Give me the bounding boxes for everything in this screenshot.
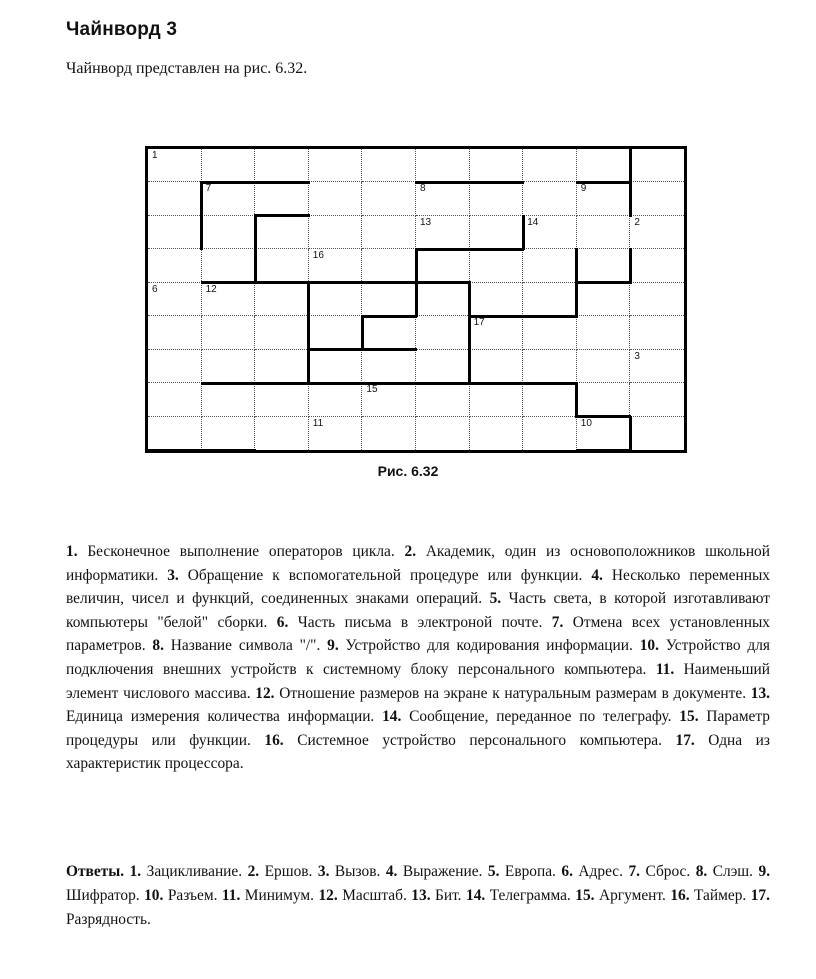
grid-cell (523, 249, 577, 282)
clue-number: 2. (404, 543, 417, 560)
word-separator (201, 382, 364, 385)
grid-cell (309, 417, 363, 450)
answer-text: Ершов. (259, 863, 318, 880)
answer-number: 10. (144, 887, 164, 904)
grid-cell (630, 149, 684, 182)
cell-number: 3 (634, 350, 640, 362)
answer-text: Минимум. (240, 887, 319, 904)
grid-cell (309, 283, 363, 316)
grid-cell (470, 283, 524, 316)
grid-cell (523, 383, 577, 416)
word-separator (415, 181, 524, 184)
grid-cell (255, 216, 309, 249)
grid-cell (470, 350, 524, 383)
grid-cell (523, 216, 577, 249)
grid-cell (255, 283, 309, 316)
word-separator (575, 248, 578, 317)
clue-text: Единица измерения количества информации. (66, 708, 383, 726)
answer-text: Слэш. (707, 863, 759, 880)
grid-cell (202, 249, 256, 282)
grid-cell (470, 316, 524, 349)
grid-cell (309, 182, 363, 215)
clue-number: 14. (382, 708, 402, 726)
grid-cell (148, 249, 202, 282)
grid-cell (362, 417, 416, 450)
cell-number: 11 (312, 417, 324, 429)
word-separator (575, 382, 578, 417)
answer-number: 16. (670, 887, 690, 904)
page-title: Чайнворд 3 (66, 19, 178, 40)
answer-text: Таймер. (689, 887, 751, 904)
word-separator (201, 181, 310, 184)
clue-text: Системное устройство персонального компьютера. (283, 731, 676, 749)
cell-number: 6 (152, 283, 158, 295)
answer-number: 3. (317, 863, 330, 880)
answer-number: 15. (575, 887, 595, 904)
clue-text: Часть письма в электроной почте. (288, 613, 552, 631)
grid-cell (362, 283, 416, 316)
grid-cell (202, 182, 256, 215)
grid-cell (630, 417, 684, 450)
grid-cell (202, 149, 256, 182)
grid-cell (630, 249, 684, 282)
word-separator (468, 282, 471, 384)
grid-cell (202, 316, 256, 349)
cell-number: 1 (152, 150, 158, 161)
word-separator (415, 248, 418, 317)
word-separator (308, 281, 471, 284)
grid-cell (523, 149, 577, 182)
grid-cell (148, 350, 202, 383)
grid-cell (416, 350, 470, 383)
grid-cell (309, 249, 363, 282)
answer-text: Бит. (430, 887, 466, 904)
clue-text: Наименьший элемент числового массива. (66, 660, 770, 702)
grid-cell (255, 383, 309, 416)
word-separator (576, 181, 632, 184)
clue-number: 15. (679, 708, 699, 726)
grid-cell (523, 316, 577, 349)
cell-number: 14 (527, 216, 539, 228)
grid-cell (470, 249, 524, 282)
cell-number: 15 (366, 384, 378, 396)
grid-cell (630, 182, 684, 215)
word-separator (254, 215, 257, 284)
grid-cell (362, 316, 416, 349)
clue-text: Сообщение, переданное по телеграфу. (401, 708, 680, 726)
grid-cell (470, 383, 524, 416)
clue-number: 3. (167, 566, 179, 584)
grid-cell (255, 149, 309, 182)
grid-cell (416, 283, 470, 316)
clues-paragraph (66, 540, 770, 776)
grid-cell (362, 350, 416, 383)
answer-text: Зацикливание. (141, 863, 248, 880)
grid-cell (148, 417, 202, 450)
word-separator (200, 181, 203, 250)
grid-cell (416, 383, 470, 416)
grid-cell (577, 182, 631, 215)
grid-cell (577, 383, 631, 416)
grid-cell (148, 182, 202, 215)
answer-number: 2. (247, 863, 260, 880)
cell-number: 16 (312, 250, 324, 262)
answer-number: 17. (750, 887, 770, 904)
clue-text: Одна из характеристик процессора. (66, 731, 770, 773)
clue-number: 8. (152, 637, 164, 655)
word-separator (469, 315, 578, 318)
answer-text: Шифратор. (66, 887, 145, 904)
clue-text: Отношение размеров на экране к натуральным размерам в документе. (274, 684, 751, 702)
grid-cell (255, 182, 309, 215)
answer-text: Разрядность. (66, 911, 151, 928)
crossword-grid (145, 146, 687, 453)
grid-cell (577, 417, 631, 450)
clue-number: 17. (675, 731, 695, 749)
clue-number: 5. (489, 590, 502, 608)
grid-cell (362, 249, 416, 282)
clue-text: Устройство для кодирования информации. (338, 637, 640, 655)
clue-text: Несколько переменных величин, чисел и функций, соединенных знаками операций. (66, 566, 771, 608)
clue-number: 11. (655, 660, 675, 678)
grid-cell (309, 149, 363, 182)
grid-cell (630, 316, 684, 349)
answer-text: Разъем. (163, 887, 222, 904)
figure-caption: Рис. 6.32 (377, 463, 439, 479)
clue-text: Часть света, в которой изготавливают компьютеры "белой" сборки. (66, 590, 770, 631)
answer-number: 1. (129, 863, 142, 880)
grid-cell (255, 417, 309, 450)
answer-text: Адрес. (572, 863, 629, 880)
grid-cell (362, 182, 416, 215)
grid-cell (416, 216, 470, 249)
clue-text: Параметр процедуры или функции. (66, 708, 770, 749)
grid-cell (416, 249, 470, 282)
grid-cell (523, 182, 577, 215)
word-separator (522, 215, 525, 250)
grid-cell (148, 316, 202, 349)
grid-cell (416, 316, 470, 349)
cell-number: 17 (473, 317, 485, 329)
answer-number: 5. (487, 863, 500, 880)
grid-cell (577, 249, 631, 282)
cell-number: 10 (580, 417, 592, 429)
grid-cell (630, 216, 684, 249)
clue-text: Отмена всех установленных параметров. (66, 613, 770, 655)
grid-cell (577, 283, 631, 316)
clue-number: 4. (591, 566, 603, 584)
answer-number: 4. (385, 863, 398, 880)
grid-cell (202, 216, 256, 249)
answer-number: 8. (695, 863, 708, 880)
grid-cell (255, 249, 309, 282)
answer-number: 14. (466, 887, 486, 904)
grid-cell (630, 350, 684, 383)
word-separator (576, 449, 632, 452)
cell-number: 7 (205, 183, 212, 195)
word-separator (147, 449, 256, 452)
word-separator (629, 148, 632, 217)
word-separator (307, 282, 310, 384)
grid-cell (148, 149, 202, 182)
grid-cell (577, 350, 631, 383)
word-separator (254, 214, 310, 217)
grid-cell (148, 216, 202, 249)
cell-number: 12 (205, 283, 217, 295)
clue-number: 7. (551, 613, 564, 631)
answer-text: Выражение. (397, 863, 488, 880)
grid-cell (202, 350, 256, 383)
word-separator (415, 248, 524, 251)
grid-cell (416, 417, 470, 450)
clue-text: Обращение к вспомогательной процедуре или функции. (178, 566, 592, 584)
grid-cell (470, 182, 524, 215)
clue-number: 10. (639, 637, 659, 655)
answer-text: Сброс. (640, 863, 696, 880)
word-separator (629, 248, 632, 283)
clue-text: Название символа "/". (163, 637, 328, 655)
grid-cell (577, 216, 631, 249)
grid-cell (523, 350, 577, 383)
grid-cell (630, 383, 684, 416)
grid-cell (255, 316, 309, 349)
answer-text: Европа. (499, 863, 562, 880)
grid-cell (362, 149, 416, 182)
answers-paragraph (66, 860, 770, 932)
answer-number: 13. (411, 887, 431, 904)
grid-cell (202, 417, 256, 450)
answer-number: 9. (758, 863, 771, 880)
answers-heading: Ответы. (66, 863, 125, 880)
cell-number: 13 (420, 216, 432, 228)
grid-cell (416, 149, 470, 182)
grid-cell (630, 283, 684, 316)
cell-number: 2 (634, 216, 640, 228)
answer-text: Телеграмма. (485, 887, 576, 904)
grid-cell (577, 316, 631, 349)
grid-cell (470, 216, 524, 249)
word-separator (629, 416, 632, 451)
grid-cell (148, 283, 202, 316)
answer-text: Аргумент. (594, 887, 671, 904)
grid-cell (202, 383, 256, 416)
word-separator (361, 315, 417, 318)
answer-text: Вызов. (329, 863, 386, 880)
grid-cell (416, 182, 470, 215)
grid-cell (148, 383, 202, 416)
grid-cell (309, 350, 363, 383)
grid-cell (309, 316, 363, 349)
answer-number: 7. (628, 863, 640, 880)
answer-number: 12. (318, 887, 338, 904)
cell-number: 8 (420, 183, 426, 195)
intro-text: Чайнворд представлен на рис. 6.32. (66, 60, 308, 77)
grid-cell (202, 283, 256, 316)
clue-number: 13. (750, 684, 771, 702)
grid-cell (470, 149, 524, 182)
answer-number: 6. (561, 863, 573, 880)
grid-cell (577, 149, 631, 182)
clue-text: Устройство для подключения внешних устройств к системному блоку персонального компьютера. (66, 637, 771, 678)
answer-number: 11. (221, 887, 241, 904)
clue-number: 9. (327, 637, 339, 655)
clue-text: Бесконечное выполнение операторов цикла. (77, 543, 405, 560)
clue-text: Академик, один из основоположников школьной информатики. (66, 543, 770, 584)
word-separator (361, 315, 364, 350)
clue-number: 6. (276, 613, 289, 631)
word-separator (576, 415, 632, 418)
answer-text: Масштаб. (337, 887, 412, 904)
grid-cell (362, 383, 416, 416)
cell-number: 9 (580, 183, 587, 195)
clue-number: 16. (264, 731, 284, 749)
grid-cell (523, 417, 577, 450)
grid-cell (523, 283, 577, 316)
grid-cell (255, 350, 309, 383)
grid-cell (470, 417, 524, 450)
clue-number: 12. (255, 684, 275, 702)
grid-cell (362, 216, 416, 249)
word-separator (576, 281, 632, 284)
clue-number: 1. (66, 543, 78, 560)
grid-cell (309, 383, 363, 416)
grid-cell (309, 216, 363, 249)
